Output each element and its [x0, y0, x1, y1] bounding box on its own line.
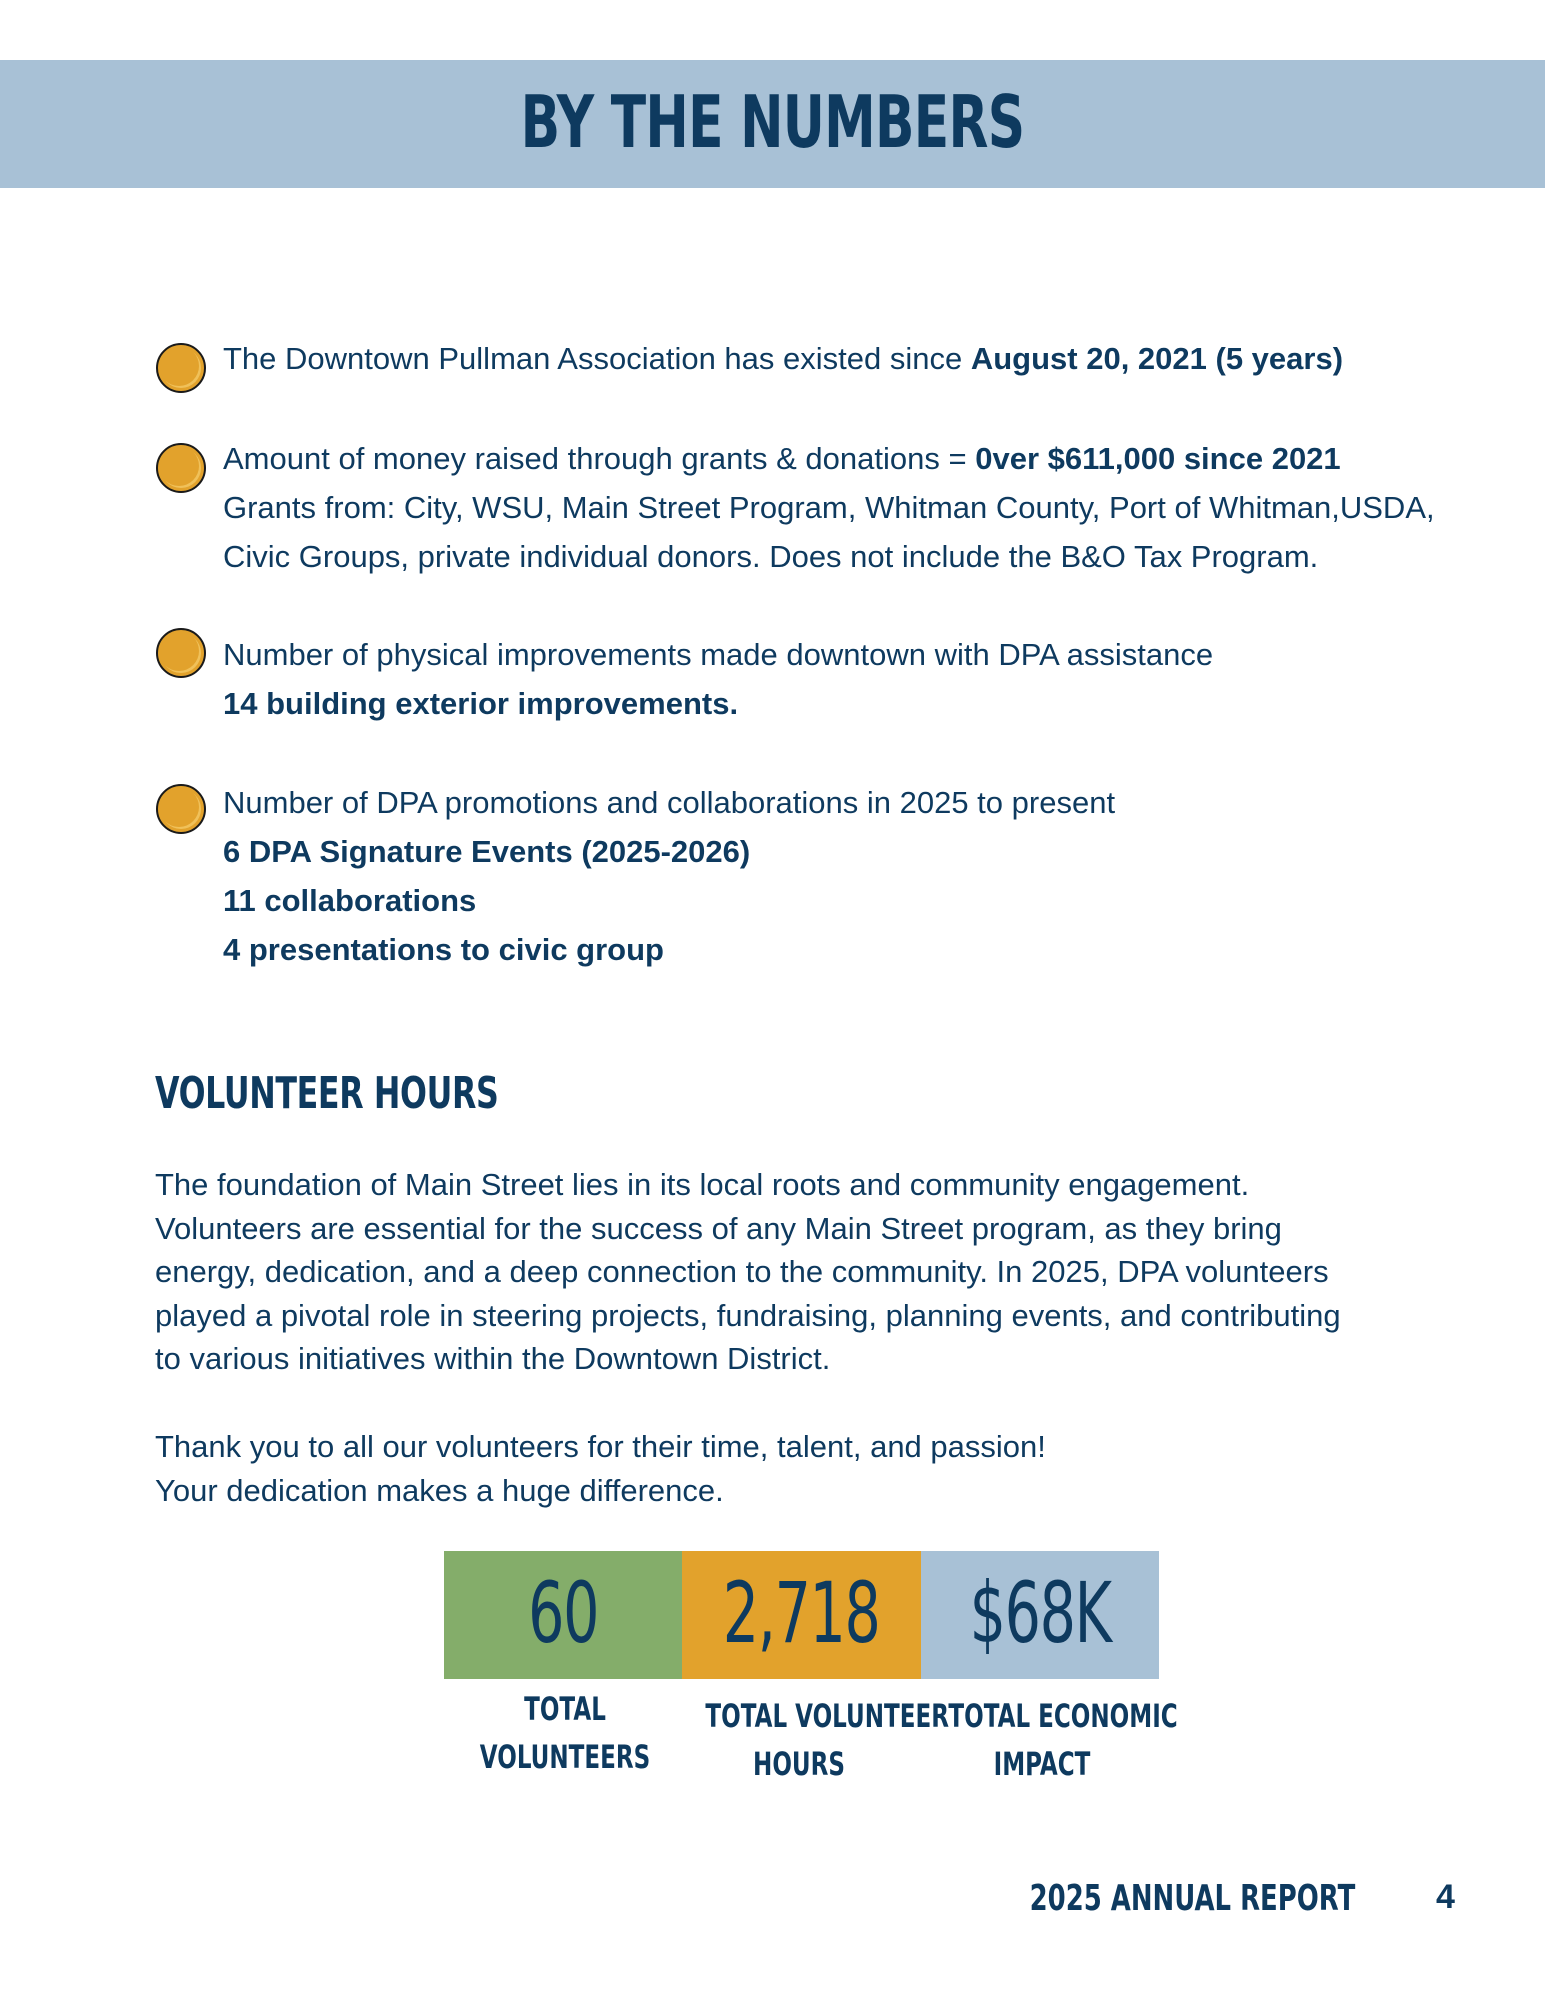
- thank-you-paragraph: Thank you to all our volunteers for their time, talent, and passion! Your dedication makes a huge difference.: [155, 1429, 1046, 1508]
- bullet-item-promotions: Number of DPA promotions and collaborations in 2025 to present 6 DPA Signature Events (2025-2026) 11 collaborations 4 presentations to civic group: [223, 785, 1116, 967]
- volunteer-paragraph: The foundation of Main Street lies in its local roots and community engagement. Volunteers are essential for the success of any Main Street program, as they bring energy, dedication, and a deep connection to the community. In 2025, DPA volunteers played a pivotal role in steering projects, fundraising, planning events, and contributing to various initiatives within the Downtown District.: [155, 1167, 1341, 1376]
- section-title-volunteer-hours: VOLUNTEER HOURS: [155, 1068, 499, 1119]
- bullet-circle-icon: [156, 784, 206, 834]
- stat-box-impact: [921, 1551, 1159, 1679]
- stats-bar: [444, 1551, 1159, 1679]
- stat-value-impact: $68K: [969, 1564, 1111, 1662]
- stat-box-hours: [682, 1551, 920, 1679]
- stat-value-hours: 2,718: [723, 1564, 880, 1662]
- stat-label-impact: TOTAL ECONOMIC IMPACT: [948, 1697, 1178, 1783]
- bullet-circle-icon: [156, 343, 206, 393]
- stat-label-hours: TOTAL VOLUNTEER HOURS: [705, 1697, 949, 1783]
- bullet-item-improvements: Number of physical improvements made downtown with DPA assistance 14 building exterior improvements.: [223, 637, 1214, 721]
- stat-value-volunteers: 60: [528, 1564, 599, 1662]
- page-number: 4: [1436, 1878, 1455, 1916]
- bullet-item-funding: Amount of money raised through grants & donations = 0ver $611,000 since 2021 Grants from: City, WSU, Main Street Program, Whitman County, Port of Whitman,USDA, Civic Groups, private individual donors. Does not include the B&O Tax Program.: [223, 441, 1435, 574]
- page-title: BY THE NUMBERS: [520, 80, 1025, 164]
- bullet-circle-icon: [156, 628, 206, 678]
- bullet-circle-icon: [156, 443, 206, 493]
- footer-report-title: 2025 ANNUAL REPORT: [1029, 1878, 1355, 1919]
- stat-label-volunteers: TOTAL VOLUNTEERS: [479, 1690, 651, 1776]
- bullet-item-existence: The Downtown Pullman Association has existed since August 20, 2021 (5 years): [223, 341, 1344, 376]
- stat-box-volunteers: [444, 1551, 682, 1679]
